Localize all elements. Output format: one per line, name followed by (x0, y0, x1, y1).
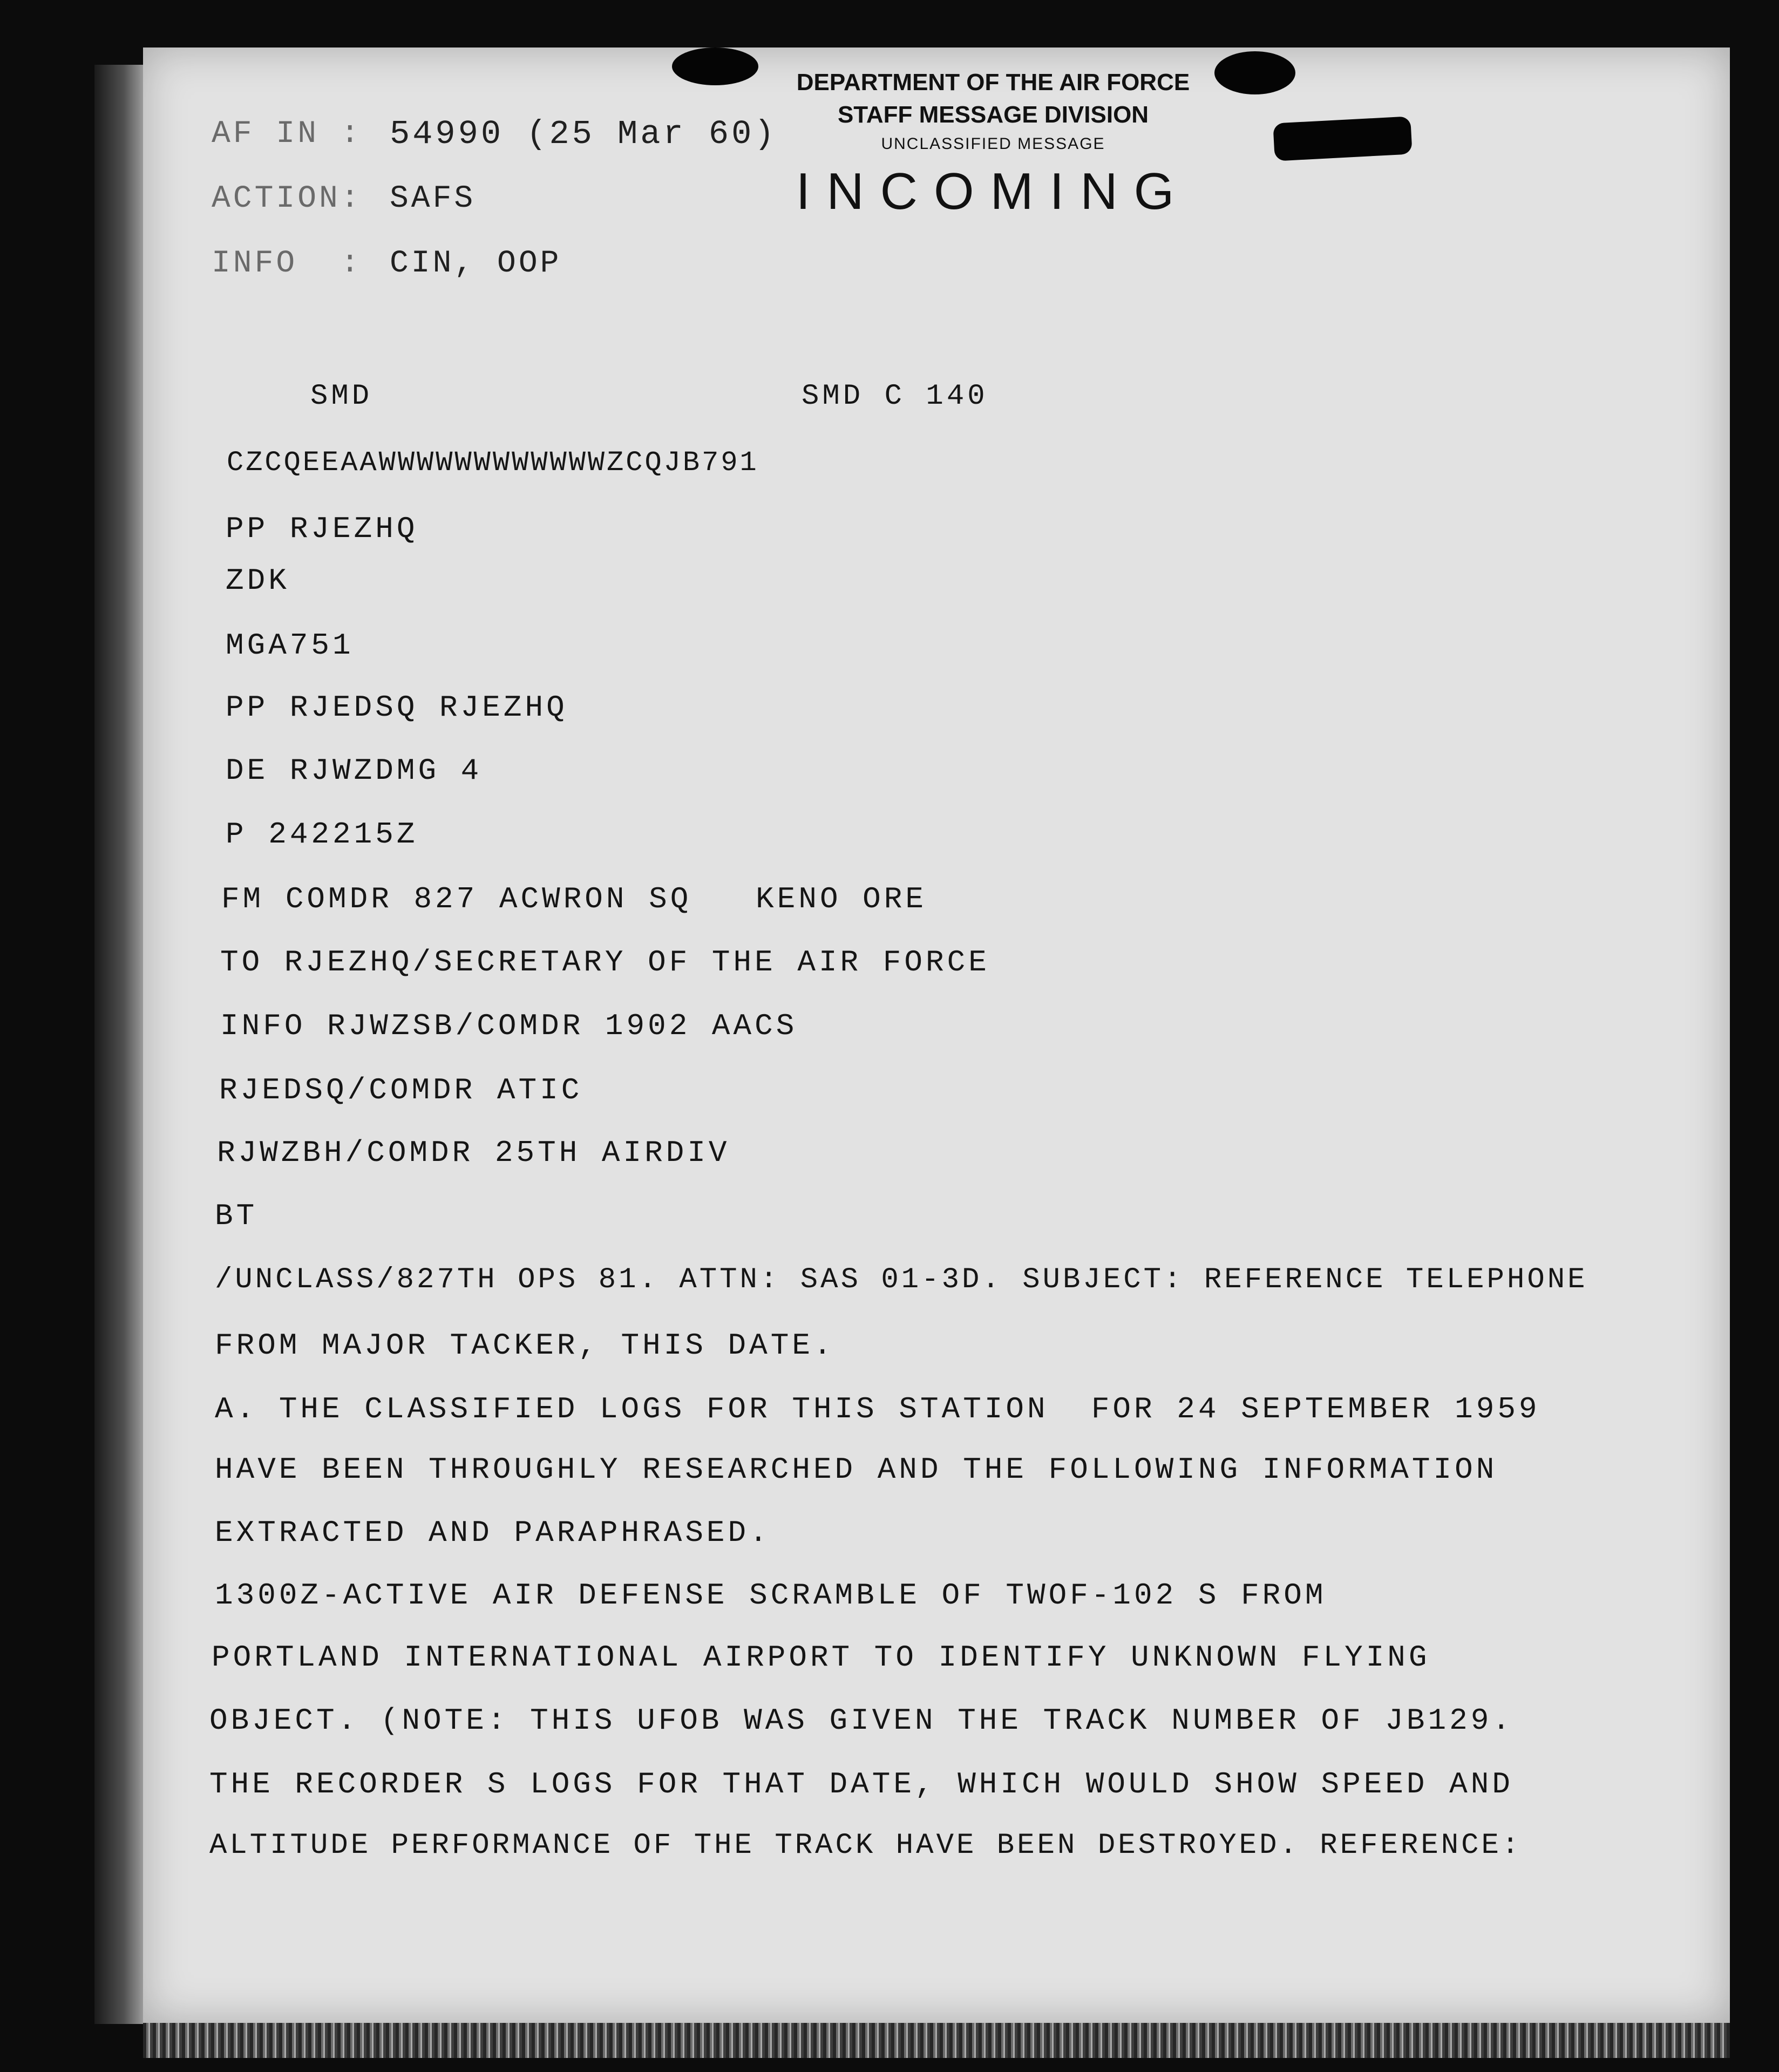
message-line: INFO RJWZSB/COMDR 1902 AACS (220, 1009, 798, 1043)
action-label: ACTION: (212, 181, 362, 216)
smd-left: SMD (310, 380, 373, 413)
message-line: FROM MAJOR TACKER, THIS DATE. (215, 1328, 835, 1363)
message-line: CZCQEEAAWWWWWWWWWWWWZCQJB791 (227, 447, 759, 479)
message-line: THE RECORDER S LOGS FOR THAT DATE, WHICH WOULD SHOW SPEED AND (209, 1767, 1513, 1802)
message-line: DE RJWZDMG 4 (226, 753, 483, 788)
message-line: RJWZBH/COMDR 25TH AIRDIV (217, 1136, 730, 1170)
info-value: CIN, OOP (390, 246, 562, 281)
info-label: INFO : (212, 246, 362, 281)
classification-heading: UNCLASSIFIED MESSAGE (881, 135, 1105, 153)
department-heading: DEPARTMENT OF THE AIR FORCE (796, 69, 1190, 96)
af-in-label: AF IN : (212, 117, 362, 152)
message-line: FM COMDR 827 ACWRON SQ KENO ORE (221, 882, 927, 916)
message-line: ZDK (226, 563, 290, 598)
film-edge-shadow (94, 65, 143, 2024)
af-in-value: 54990 (25 Mar 60) (390, 115, 777, 153)
message-line: 1300Z-ACTIVE AIR DEFENSE SCRAMBLE OF TWOF-102 S FROM (215, 1578, 1327, 1613)
film-bottom-edge (143, 2023, 1730, 2058)
message-line: A. THE CLASSIFIED LOGS FOR THIS STATION FOR 24 SEPTEMBER 1959 (215, 1392, 1540, 1426)
message-line: HAVE BEEN THROUGHLY RESEARCHED AND THE FOLLOWING INFORMATION (215, 1452, 1498, 1487)
message-line: OBJECT. (NOTE: THIS UFOB WAS GIVEN THE TRACK NUMBER OF JB129. (209, 1703, 1513, 1738)
message-line: BT (215, 1199, 258, 1233)
redaction-blot (672, 47, 758, 85)
message-line: PP RJEZHQ (226, 512, 418, 546)
message-line: TO RJEZHQ/SECRETARY OF THE AIR FORCE (220, 945, 990, 980)
division-heading: STAFF MESSAGE DIVISION (837, 101, 1149, 128)
message-line: ALTITUDE PERFORMANCE OF THE TRACK HAVE BEEN DESTROYED. REFERENCE: (209, 1829, 1522, 1862)
message-line: RJEDSQ/COMDR ATIC (219, 1073, 583, 1108)
message-line: EXTRACTED AND PARAPHRASED. (215, 1516, 771, 1550)
redaction-blot (1214, 51, 1295, 94)
message-line: MGA751 (226, 628, 354, 663)
message-line: P 242215Z (226, 817, 418, 852)
message-line: PP RJEDSQ RJEZHQ (226, 690, 568, 725)
redaction-blot (1273, 116, 1412, 161)
message-line: /UNCLASS/827TH OPS 81. ATTN: SAS 01-3D. SUBJECT: REFERENCE TELEPHONE (215, 1263, 1588, 1296)
message-line: PORTLAND INTERNATIONAL AIRPORT TO IDENTIFY UNKNOWN FLYING (212, 1640, 1430, 1675)
smd-right: SMD C 140 (802, 380, 988, 413)
incoming-title: INCOMING (796, 162, 1191, 220)
action-value: SAFS (390, 181, 476, 216)
